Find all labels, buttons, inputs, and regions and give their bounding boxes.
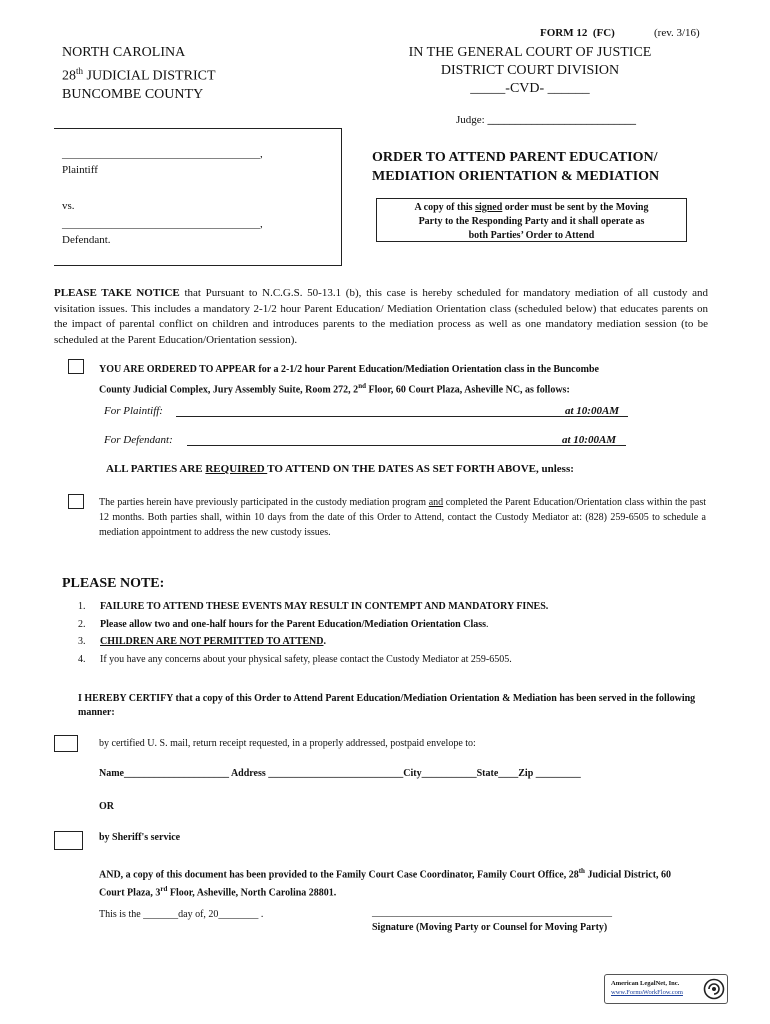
please-note-list [78,598,548,668]
certified-mail-checkbox[interactable] [54,735,78,752]
jurisdiction-block [62,44,216,104]
certification-statement: I HEREBY CERTIFY that a copy of this Order to Attend Parent Education/Mediation Orientation & Mediation has been served in the following manner: [78,693,696,718]
case-number: _____-CVD- ______ [470,81,590,96]
versus-label: vs. [62,200,75,212]
ordered-to-appear-checkbox[interactable] [68,359,84,374]
county-name: BUNCOMBE COUNTY [62,86,204,102]
date-of-service-field[interactable]: This is the _______day of, 20________ . [99,909,264,920]
sheriff-service-label: by Sheriff's service [99,832,181,843]
sheriff-service-checkbox[interactable] [54,831,83,850]
plaintiff-time: at 10:00AM [565,405,620,417]
list-item: 2. Please allow two and one-half hours for the Parent Education/Mediation Orientation Class. [78,618,489,630]
or-label: OR [99,801,114,812]
title-line-1: ORDER TO ATTEND PARENT EDUCATION/ [372,150,658,165]
ordered-to-appear-text: YOU ARE ORDERED TO APPEAR for a 2-1/2 hour Parent Education/Mediation Orientation class in the Buncombe County Judicial Complex, Jury Assembly Suite, Room 272, 2nd Floor, 60 Court Plaza, Asheville NC, as follows: [99,364,599,396]
form-number: FORM 12 (FC) [540,27,615,39]
address-fields[interactable]: Name_____________________ Address ___________________________City___________State____Zip _________ [99,768,581,779]
notice-paragraph: PLEASE TAKE NOTICE that Pursuant to N.C.G.S. 50-13.1 (b), this case is hereby scheduled for mandatory mediation of all custody and visitation issues. This includes a mandatory 2-1/2 hour Parent Education/ Mediation Orientation class (scheduled below) that educates parents on the impact of parental conflict on children and introduces parents to the mediation process as well as one mandatory mediation session (to be scheduled at the Parent Education/Orientation session). [54,287,708,346]
plaintiff-label: Plaintiff [62,164,98,176]
revision-date: (rev. 3/16) [654,27,700,39]
state-name: NORTH CAROLINA [62,45,186,60]
judge-field[interactable]: Judge: ___________________________ [456,114,636,126]
caption-bottom-rule [54,265,342,266]
publisher-badge [604,974,728,1004]
caption-top-rule [54,128,342,129]
judicial-district: 28th JUDICIAL DISTRICT [62,66,216,84]
caption-side-rule [341,128,342,266]
document-title [372,148,659,186]
defendant-date-line[interactable] [187,445,626,446]
publisher-logo-icon [703,978,725,1000]
for-plaintiff-label: For Plaintiff: [104,405,163,417]
all-parties-required: ALL PARTIES ARE REQUIRED TO ATTEND ON THE DATES AS SET FORTH ABOVE, unless: [106,463,574,475]
prior-participation-checkbox[interactable] [68,494,84,509]
prior-participation-text: The parties herein have previously participated in the custody mediation program and completed the Parent Education/Orientation class within the past 12 months. Both parties shall, within 10 days from the date of this Order to Attend, contact the Custody Mediator at: (828) 259-6505 to schedule a mediation appointment to address the new custody issues. [99,497,706,538]
defendant-label: Defendant. [62,234,111,246]
publisher-name: American LegalNet, Inc. [611,980,680,987]
title-line-2: MEDIATION ORIENTATION & MEDIATION [372,169,660,184]
list-item: 3. CHILDREN ARE NOT PERMITTED TO ATTEND. [78,636,326,647]
court-division: DISTRICT COURT DIVISION [440,63,620,78]
signature-caption: Signature (Moving Party or Counsel for Moving Party) [372,922,608,933]
please-note-heading: PLEASE NOTE: [62,576,165,591]
list-item: 1. FAILURE TO ATTEND THESE EVENTS MAY RESULT IN CONTEMPT AND MANDATORY FINES. [78,601,549,612]
for-defendant-label: For Defendant: [104,434,173,446]
service-instruction-box: A copy of this signed order must be sent by the Moving Party to the Responding Party and it shall operate as both Parties’ Order to Attend [376,198,687,242]
defendant-time: at 10:00AM [562,434,617,446]
list-item: 4. If you have any concerns about your physical safety, please contact the Custody Mediator at 259-6505. [78,653,512,665]
defendant-name-field[interactable]: ____________________________________, [62,218,263,230]
plaintiff-date-line[interactable] [176,416,628,417]
certified-mail-label: by certified U. S. mail, return receipt requested, in a properly addressed, postpaid envelope to: [99,738,476,749]
coordinator-notice: AND, a copy of this document has been provided to the Family Court Case Coordinator, Family Court Office, 28th Judicial District, 60 Court Plaza, 3rd Floor, Asheville, North Carolina 28801. [99,867,672,899]
signature-line[interactable]: ________________________________________________ [372,907,612,918]
court-block [380,44,680,98]
court-name: IN THE GENERAL COURT OF JUSTICE [408,45,652,60]
plaintiff-name-field[interactable]: ____________________________________, [62,148,263,160]
publisher-link[interactable]: www.FormsWorkFlow.com [611,989,683,996]
